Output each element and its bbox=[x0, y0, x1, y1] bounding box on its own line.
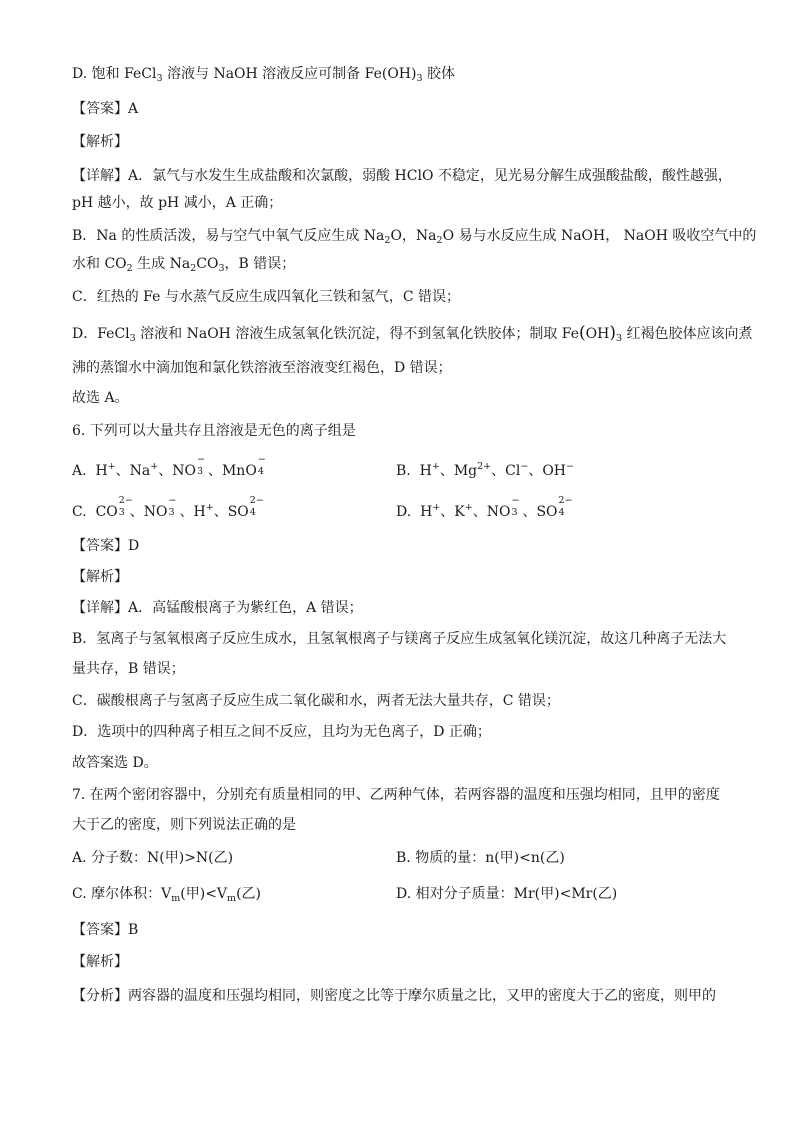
q7-option-c: C. 摩尔体积：$V_m$(甲)$<V_m$(乙) bbox=[72, 886, 261, 904]
q6-detail-line-2: B．氢离子与氢氧根离子反应生成水，且氢氧根离子与镁离子反应生成氢氧化镁沉淀，故这几种离子无法大 bbox=[72, 631, 727, 647]
q5-detail-line-4: 水和 $CO_2$ 生成 $Na_2CO_3$，B 错误； bbox=[72, 256, 296, 274]
q5-conclusion: 故选 A。 bbox=[72, 390, 129, 406]
q5-analysis-label: 【解析】 bbox=[72, 134, 128, 150]
q7-stem-line-2: 大于乙的密度，则下列说法正确的是 bbox=[72, 817, 296, 833]
q6-detail-line-1: 【详解】A．高锰酸根离子为紫红色，A 错误； bbox=[72, 600, 363, 616]
q5-detail-line-1: 【详解】A．氯气与水发生生成盐酸和次氯酸，弱酸 HClO 不稳定，见光易分解生成强酸盐酸，酸性越强， bbox=[72, 168, 732, 184]
q6-option-a: A. H+、Na+、NO − 3 、MnO − 4 bbox=[72, 454, 266, 479]
q7-answer: 【答案】B bbox=[72, 922, 139, 938]
q5-detail-line-5: C．红热的 Fe 与水蒸气反应生成四氧化三铁和氢气，C 错误； bbox=[72, 289, 461, 305]
q5-option-d: D. 饱和 FeCl$_3$ 溶液与 NaOH 溶液反应可制备 $Fe(OH)_3$ 胶体 bbox=[72, 66, 455, 84]
q6-detail-line-4: C．碳酸根离子与氢离子反应生成二氧化碳和水，两者无法大量共存，C 错误； bbox=[72, 693, 560, 709]
q6-analysis-label: 【解析】 bbox=[72, 569, 128, 585]
q7-option-a: A. 分子数：N(甲)>N(乙) bbox=[72, 850, 234, 866]
q5-answer: 【答案】A bbox=[72, 101, 139, 117]
q5-detail-line-2: pH 越小，故 pH 减小，A 正确； bbox=[72, 195, 283, 211]
q6-conclusion: 故答案选 D。 bbox=[72, 755, 158, 771]
q7-option-d: D. 相对分子质量：Mr(甲)<Mr(乙) bbox=[396, 886, 618, 902]
q5-detail-line-6: D．FeCl$_3$ 溶液和 NaOH 溶液生成氢氧化铁沉淀，得不到氢氧化铁胶体；制取 $Fe(OH)_3$ 红褐色胶体应该向煮 bbox=[72, 323, 753, 344]
q6-option-b: B. H+、$Mg^{2+}$、Cl−、OH− bbox=[396, 461, 574, 479]
q5-detail-line-7: 沸的蒸馏水中滴加饱和氯化铁溶液至溶液变红褐色，D 错误； bbox=[72, 360, 452, 376]
q7-analysis-line-1: 【分析】两容器的温度和压强均相同，则密度之比等于摩尔质量之比，又甲的密度大于乙的密度，则甲的 bbox=[72, 988, 716, 1004]
q7-analysis-label: 【解析】 bbox=[72, 954, 128, 970]
q7-option-b: B. 物质的量：n(甲)<n(乙) bbox=[396, 850, 565, 866]
q6-option-c: C. CO 2− 3 、NO − 3 、H+、SO 2− 4 bbox=[72, 495, 264, 520]
q6-stem: 6. 下列可以大量共存且溶液是无色的离子组是 bbox=[72, 423, 356, 439]
q6-detail-line-5: D．选项中的四种离子相互之间不反应，且均为无色离子，D 正确； bbox=[72, 724, 491, 740]
q6-answer: 【答案】D bbox=[72, 538, 140, 554]
q6-option-d: D. H+、K+、NO − 3 、SO 2− 4 bbox=[396, 495, 573, 520]
q7-stem-line-1: 7. 在两个密闭容器中，分别充有质量相同的甲、乙两种气体，若两容器的温度和压强均相同，且甲的密度 bbox=[72, 787, 720, 803]
q5-detail-line-3: B．Na 的性质活泼，易与空气中氧气反应生成 $Na_2O$，$Na_2O$ 易与水反应生成 NaOH， NaOH 吸收空气中的 bbox=[72, 228, 757, 246]
q6-detail-line-3: 量共存，B 错误； bbox=[72, 661, 185, 677]
